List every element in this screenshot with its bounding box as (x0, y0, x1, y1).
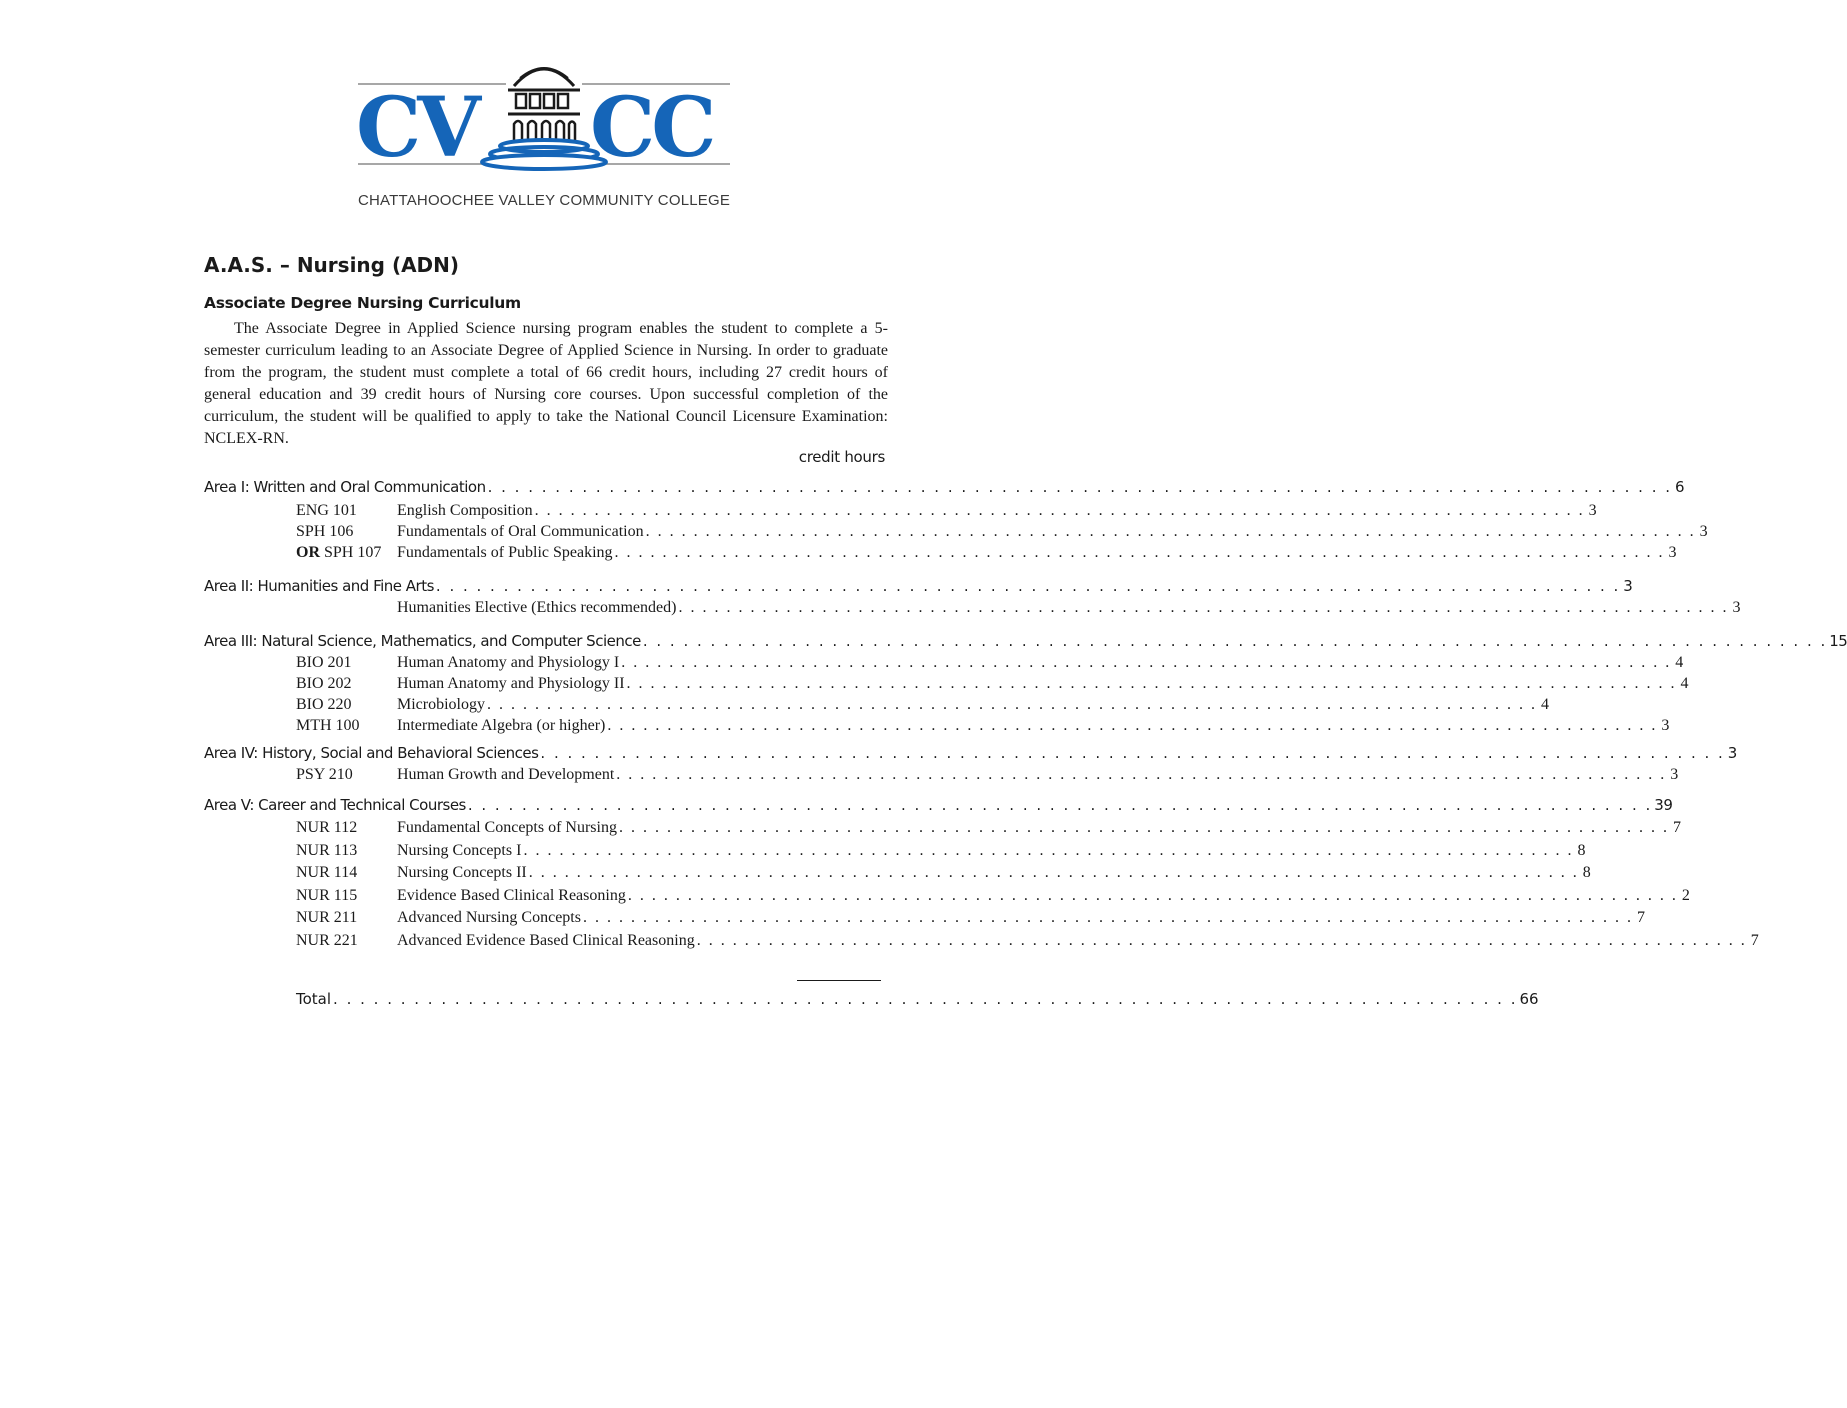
total-row (296, 990, 1539, 1008)
logo-left-letters: CV (356, 80, 477, 176)
total-rule (797, 980, 881, 981)
leader-dots: . . . . . . . . . . . . . . . . . . . . . . . . . . . . . . . . . . . . . . . . . . . . . . . . . . . . . . . . . . . . . . . . . . . . . . . . . . . . . . . . . . . . . . . . (618, 819, 1669, 836)
page-title: A.A.S. – Nursing (ADN) (204, 253, 460, 277)
credit-hours-header: credit hours (798, 448, 885, 466)
course-code: NUR 114 (296, 864, 358, 881)
course-hours: 8 (1577, 842, 1586, 859)
leader-dots: . . . . . . . . . . . . . . . . . . . . . . . . . . . . . . . . . . . . . . . . . . . . . . . . . . . . . . . . . . . . . . . . . . . . . . . . . . . . . . . . . . . . . . . . (487, 696, 1537, 713)
course-code-cell (296, 819, 397, 837)
area-heading (204, 577, 1633, 595)
course-code: NUR 115 (296, 887, 358, 904)
college-logo (356, 56, 732, 216)
curriculum-subtitle: Associate Degree Nursing Curriculum (204, 294, 521, 312)
course-code-cell (296, 654, 397, 672)
area-hours: 3 (1623, 577, 1633, 595)
course-name: Fundamentals of Oral Communication (397, 523, 644, 540)
area-heading (204, 632, 1847, 650)
leader-dots: . . . . . . . . . . . . . . . . . . . . . . . . . . . . . . . . . . . . . . . . . . . . . . . . . . . . . . . . . . . . . . . . . . . . . . . . . . . . . . . . . . . . . . . . (607, 717, 1658, 734)
course-code-cell (296, 766, 397, 784)
course-code: BIO 201 (296, 654, 352, 671)
course-code: NUR 113 (296, 842, 358, 859)
area-hours: 15 (1829, 632, 1847, 650)
leader-dots: . . . . . . . . . . . . . . . . . . . . . . . . . . . . . . . . . . . . . . . . . . . . . . . . . . . . . . . . . . . . . . . . . . . . . . . . . . . . . . . . . . . . . . . . (678, 599, 1729, 616)
college-name: CHATTAHOOCHEE VALLEY COMMUNITY COLLEGE (357, 192, 731, 209)
course-code-cell (296, 932, 397, 950)
course-hours: 8 (1582, 864, 1591, 881)
area-hours: 39 (1654, 796, 1673, 814)
course-name: Intermediate Algebra (or higher) (397, 717, 606, 734)
course-row (296, 932, 1759, 950)
total-hours: 66 (1519, 990, 1539, 1008)
course-hours: 3 (1668, 544, 1677, 561)
leader-dots: . . . . . . . . . . . . . . . . . . . . . . . . . . . . . . . . . . . . . . . . . . . . . . . . . . . . . . . . . . . . . . . . . . . . . . . . . . . . . . . . . . . . . . . . (534, 502, 1585, 519)
course-code-cell (296, 864, 397, 882)
leader-dots: . . . . . . . . . . . . . . . . . . . . . . . . . . . . . . . . . . . . . . . . . . . . . . . . . . . . . . . . . . . . . . . . . . . . . . . . . . . . . . . . . . . . . . . . (523, 842, 1574, 859)
area-name: Area III: Natural Science, Mathematics, and Computer Science (204, 632, 641, 650)
course-code-cell (296, 675, 397, 693)
course-hours: 7 (1636, 909, 1645, 926)
course-code: PSY 210 (296, 766, 353, 783)
area-heading (204, 744, 1737, 762)
course-hours: 7 (1750, 932, 1759, 949)
course-code: NUR 211 (296, 909, 358, 926)
course-code: NUR 112 (296, 819, 358, 836)
course-code: SPH 106 (296, 523, 354, 540)
leader-dots: . . . . . . . . . . . . . . . . . . . . . . . . . . . . . . . . . . . . . . . . . . . . . . . . . . . . . . . . . . . . . . . . . . . . . . . . . . . . . . . . . . . . . . . . (435, 577, 1621, 595)
course-code-cell (296, 717, 397, 735)
course-row (296, 599, 1741, 617)
leader-dots: . . . . . . . . . . . . . . . . . . . . . . . . . . . . . . . . . . . . . . . . . . . . . . . . . . . . . . . . . . . . . . . . . . . . . . . . . . . . . . . . . . . . . . . . (333, 990, 1518, 1008)
course-name: Fundamental Concepts of Nursing (397, 819, 617, 836)
course-code: NUR 221 (296, 932, 358, 949)
area-name: Area IV: History, Social and Behavioral Sciences (204, 744, 539, 762)
course-row (296, 766, 1679, 784)
course-row (296, 502, 1597, 520)
course-name: Advanced Nursing Concepts (397, 909, 581, 926)
course-name: English Composition (397, 502, 533, 519)
area-name: Area V: Career and Technical Courses (204, 796, 466, 814)
leader-dots: . . . . . . . . . . . . . . . . . . . . . . . . . . . . . . . . . . . . . . . . . . . . . . . . . . . . . . . . . . . . . . . . . . . . . . . . . . . . . . . . . . . . . . . . (467, 796, 1653, 814)
course-hours: 3 (1699, 523, 1708, 540)
course-name: Fundamentals of Public Speaking (397, 544, 613, 561)
course-hours: 4 (1680, 675, 1689, 692)
course-hours: 4 (1541, 696, 1549, 713)
area-name: Area II: Humanities and Fine Arts (204, 577, 434, 595)
course-row (296, 675, 1689, 693)
course-row (296, 654, 1684, 672)
leader-dots: . . . . . . . . . . . . . . . . . . . . . . . . . . . . . . . . . . . . . . . . . . . . . . . . . . . . . . . . . . . . . . . . . . . . . . . . . . . . . . . . . . . . . . . . (627, 887, 1678, 904)
leader-dots: . . . . . . . . . . . . . . . . . . . . . . . . . . . . . . . . . . . . . . . . . . . . . . . . . . . . . . . . . . . . . . . . . . . . . . . . . . . . . . . . . . . . . . . . (487, 478, 1673, 496)
course-prefix: OR (296, 544, 320, 561)
course-row (296, 544, 1677, 562)
course-row (296, 696, 1549, 714)
course-hours: 3 (1670, 766, 1679, 783)
course-code: MTH 100 (296, 717, 360, 734)
course-name: Human Growth and Development (397, 766, 615, 783)
leader-dots: . . . . . . . . . . . . . . . . . . . . . . . . . . . . . . . . . . . . . . . . . . . . . . . . . . . . . . . . . . . . . . . . . . . . . . . . . . . . . . . . . . . . . . . . (528, 864, 1579, 881)
course-code: ENG 101 (296, 502, 357, 519)
building-emblem-icon (356, 56, 732, 186)
leader-dots: . . . . . . . . . . . . . . . . . . . . . . . . . . . . . . . . . . . . . . . . . . . . . . . . . . . . . . . . . . . . . . . . . . . . . . . . . . . . . . . . . . . . . . . . (645, 523, 1696, 540)
course-row (296, 909, 1645, 927)
course-code-cell (296, 887, 397, 905)
course-code: BIO 220 (296, 696, 352, 713)
course-code-cell (296, 696, 397, 714)
logo-right-letters: CC (590, 80, 713, 176)
course-name: Nursing Concepts I (397, 842, 522, 859)
course-row (296, 887, 1690, 905)
course-code-cell (296, 909, 397, 927)
course-hours: 7 (1672, 819, 1681, 836)
leader-dots: . . . . . . . . . . . . . . . . . . . . . . . . . . . . . . . . . . . . . . . . . . . . . . . . . . . . . . . . . . . . . . . . . . . . . . . . . . . . . . . . . . . . . . . . (540, 744, 1725, 762)
course-name: Human Anatomy and Physiology I (397, 654, 620, 671)
course-name: Evidence Based Clinical Reasoning (397, 887, 626, 904)
leader-dots: . . . . . . . . . . . . . . . . . . . . . . . . . . . . . . . . . . . . . . . . . . . . . . . . . . . . . . . . . . . . . . . . . . . . . . . . . . . . . . . . . . . . . . . . (614, 544, 1665, 561)
leader-dots: . . . . . . . . . . . . . . . . . . . . . . . . . . . . . . . . . . . . . . . . . . . . . . . . . . . . . . . . . . . . . . . . . . . . . . . . . . . . . . . . . . . . . . . . (616, 766, 1667, 783)
course-hours: 3 (1588, 502, 1597, 519)
leader-dots: . . . . . . . . . . . . . . . . . . . . . . . . . . . . . . . . . . . . . . . . . . . . . . . . . . . . . . . . . . . . . . . . . . . . . . . . . . . . . . . . . . . . . . . . (582, 909, 1633, 926)
course-name: Advanced Evidence Based Clinical Reasoning (397, 932, 695, 949)
course-hours: 2 (1681, 887, 1690, 904)
course-name: Microbiology (397, 696, 485, 713)
leader-dots: . . . . . . . . . . . . . . . . . . . . . . . . . . . . . . . . . . . . . . . . . . . . . . . . . . . . . . . . . . . . . . . . . . . . . . . . . . . . . . . . . . . . . . . . (626, 675, 1677, 692)
course-name: Human Anatomy and Physiology II (397, 675, 625, 692)
course-hours: 3 (1732, 599, 1741, 616)
leader-dots: . . . . . . . . . . . . . . . . . . . . . . . . . . . . . . . . . . . . . . . . . . . . . . . . . . . . . . . . . . . . . . . . . . . . . . . . . . . . . . . . . . . . . . . . (696, 932, 1747, 949)
course-code-cell (296, 842, 397, 860)
leader-dots: . . . . . . . . . . . . . . . . . . . . . . . . . . . . . . . . . . . . . . . . . . . . . . . . . . . . . . . . . . . . . . . . . . . . . . . . . . . . . . . . . . . . . . . . (642, 632, 1828, 650)
area-name: Area I: Written and Oral Communication (204, 478, 486, 496)
area-hours: 6 (1674, 478, 1685, 496)
course-row (296, 717, 1670, 735)
area-heading (204, 796, 1673, 814)
total-label: Total (296, 990, 332, 1008)
leader-dots: . . . . . . . . . . . . . . . . . . . . . . . . . . . . . . . . . . . . . . . . . . . . . . . . . . . . . . . . . . . . . . . . . . . . . . . . . . . . . . . . . . . . . . . . (621, 654, 1672, 671)
course-code-cell (296, 523, 397, 541)
course-row (296, 819, 1681, 837)
course-code-cell (296, 544, 397, 562)
course-row (296, 523, 1708, 541)
course-name: Humanities Elective (Ethics recommended) (397, 599, 677, 616)
course-name: Nursing Concepts II (397, 864, 527, 881)
course-row (296, 864, 1591, 882)
course-code-cell (296, 502, 397, 520)
area-heading (204, 478, 1685, 496)
course-code: BIO 202 (296, 675, 352, 692)
course-hours: 4 (1675, 654, 1684, 671)
course-row (296, 842, 1586, 860)
area-hours: 3 (1727, 744, 1737, 762)
intro-paragraph: The Associate Degree in Applied Science nursing program enables the student to complete a 5-semester curriculum leading to an Associate Degree of Applied Science in Nursing. In order to graduate from the program, the student must complete a total of 66 credit hours, including 27 credit hours of general education and 39 credit hours of Nursing core courses. Upon successful completion of the curriculum, the student will be qualified to apply to take the National Council Licensure Examination: NCLEX-RN. (204, 320, 888, 447)
course-code: SPH 107 (324, 544, 382, 561)
course-hours: 3 (1661, 717, 1670, 734)
